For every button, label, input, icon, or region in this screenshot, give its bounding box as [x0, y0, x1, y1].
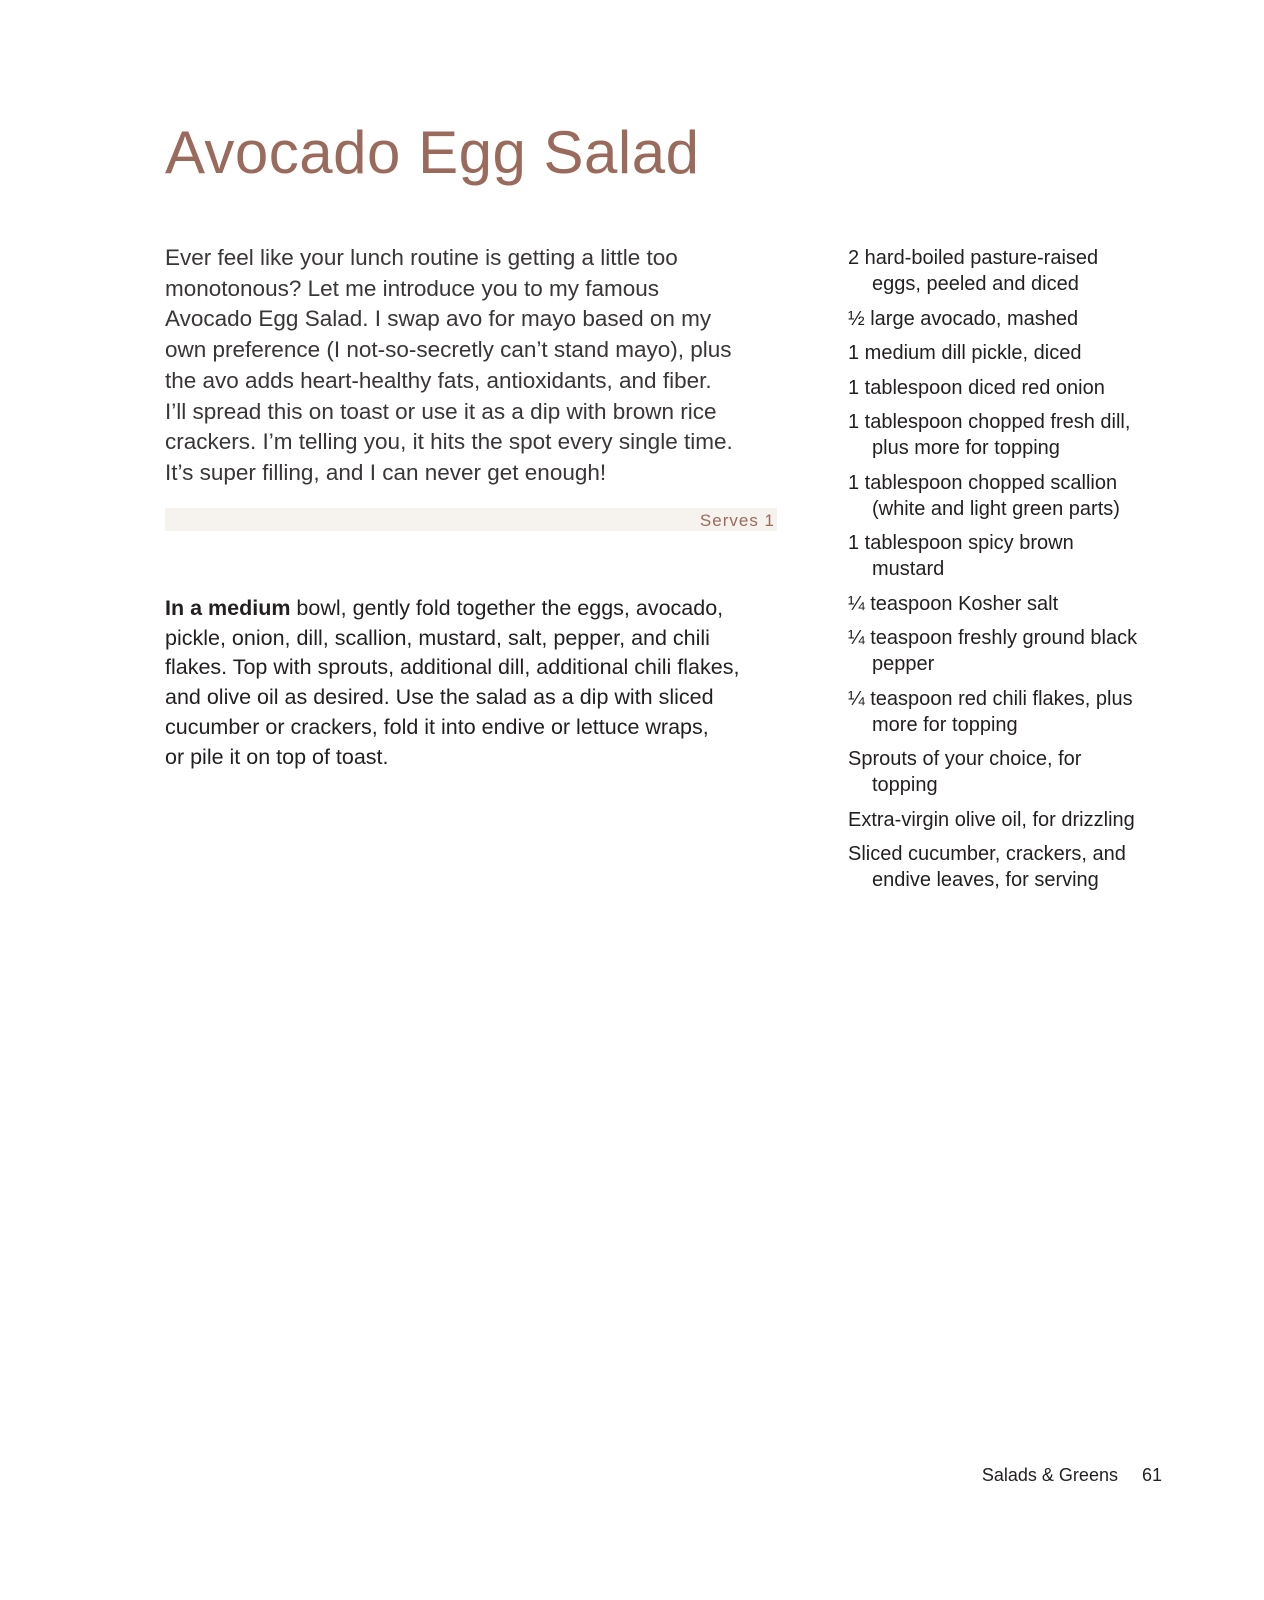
ingredient-item: ¼ teaspoon Kosher salt [848, 592, 1059, 615]
method-line [165, 594, 785, 624]
footer-section: Salads & Greens [981, 1465, 1118, 1485]
method-line: or pile it on top of toast. [165, 744, 389, 769]
intro-line: own preference (I not-so-secretly can’t stand mayo), plus [165, 337, 732, 363]
method-first-line-rest: bowl, gently fold together the eggs, avocado, [290, 596, 724, 620]
page-number: 61 [1141, 1465, 1162, 1485]
method-line: and olive oil as desired. Use the salad as a dip with sliced [165, 685, 714, 710]
ingredient-item: 1 tablespoon chopped fresh dill, plus more for topping [848, 411, 1131, 459]
intro-line: Avocado Egg Salad. I swap avo for mayo based on my [165, 306, 712, 332]
intro-line: I’ll spread this on toast or use it as a dip with brown rice [165, 398, 717, 424]
intro-line: It’s super filling, and I can never get enough! [165, 459, 607, 485]
ingredient-list [848, 245, 1148, 902]
method-line: cucumber or crackers, fold it into endive or lettuce wraps, [165, 714, 709, 739]
intro-line: monotonous? Let me introduce you to my famous [165, 275, 660, 301]
ingredient-item: 1 tablespoon spicy brown mustard [848, 532, 1074, 580]
recipe-intro [165, 243, 785, 489]
intro-line: crackers. I’m telling you, it hits the spot every single time. [165, 429, 733, 455]
ingredient-item: Sliced cucumber, crackers, and endive leaves, for serving [848, 843, 1126, 891]
intro-line: Ever feel like your lunch routine is getting a little too [165, 245, 678, 270]
recipe-title: Avocado Egg Salad [165, 119, 700, 186]
recipe-method [165, 594, 785, 772]
ingredient-item: ½ large avocado, mashed [848, 307, 1079, 330]
method-line: pickle, onion, dill, scallion, mustard, salt, pepper, and chili [165, 625, 710, 650]
ingredient-item: 2 hard-boiled pasture-raised eggs, peeled and diced [848, 247, 1099, 295]
page-footer [982, 1465, 1162, 1486]
intro-line: the avo adds heart-healthy fats, antioxidants, and fiber. [165, 367, 712, 393]
ingredient-item: 1 tablespoon diced red onion [848, 376, 1105, 399]
ingredient-item: ¼ teaspoon freshly ground black pepper [848, 627, 1138, 675]
serves-bar [165, 508, 777, 531]
method-lead: In a medium [165, 596, 291, 620]
method-line: flakes. Top with sprouts, additional dill, additional chili flakes, [165, 655, 740, 680]
serves-label: Serves 1 [699, 511, 775, 530]
ingredient-item: Sprouts of your choice, for topping [848, 748, 1082, 796]
ingredient-item: ¼ teaspoon red chili flakes, plus more for topping [848, 687, 1133, 736]
ingredient-item: 1 tablespoon chopped scallion (white and light green parts) [848, 471, 1120, 520]
ingredient-item: Extra-virgin olive oil, for drizzling [848, 808, 1135, 831]
ingredient-item: 1 medium dill pickle, diced [848, 342, 1082, 364]
